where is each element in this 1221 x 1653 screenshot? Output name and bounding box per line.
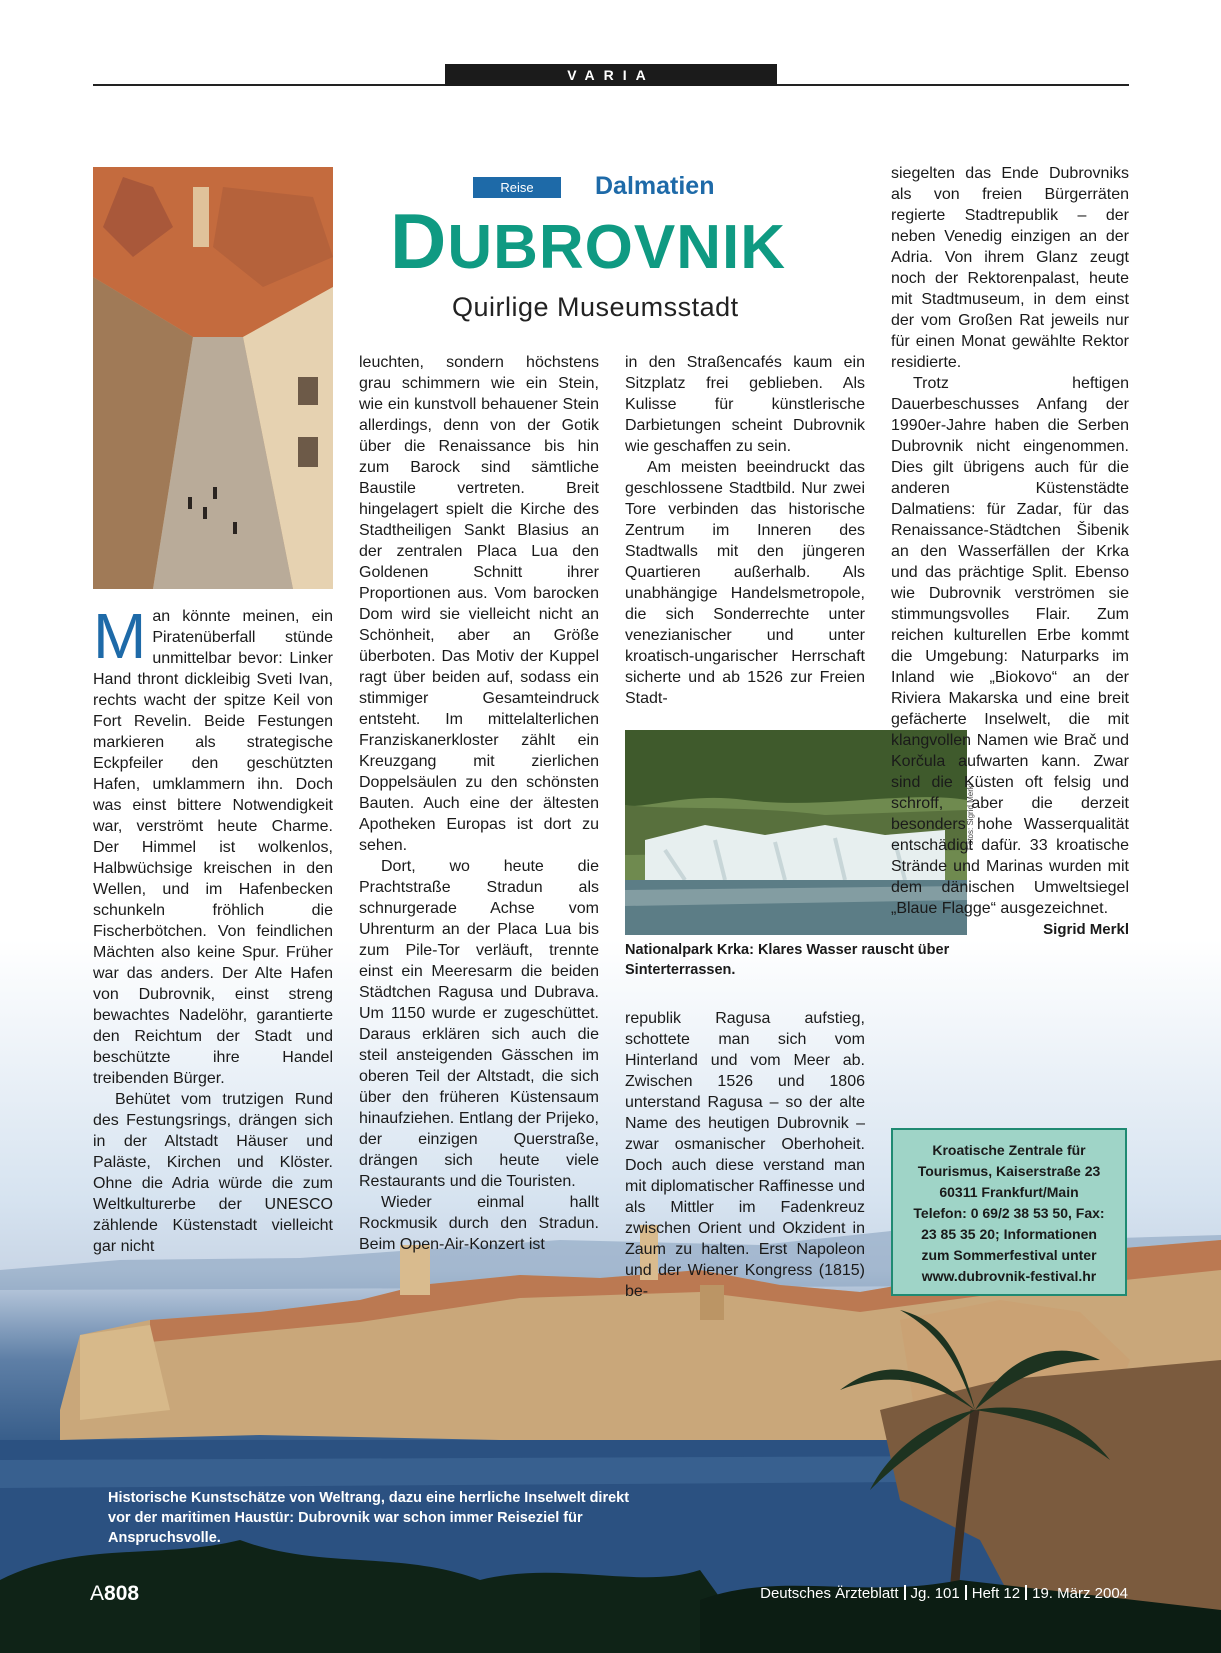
journal-name: Deutsches Ärzteblatt bbox=[760, 1585, 899, 1602]
journal-issue: Heft 12 bbox=[971, 1585, 1021, 1602]
journal-volume: Jg. 101 bbox=[910, 1585, 960, 1602]
journal-footer bbox=[760, 1585, 1128, 1602]
footer-divider bbox=[904, 1585, 906, 1600]
folio-number: 808 bbox=[104, 1582, 140, 1605]
paragraph: siegelten das Ende Dubrovniks als von freien Bürgerräten regierte Stadtrepublik – der neben Venedig einzigen an der Adria. Von ihrem Glanz zeugt noch der Rektorenpalast, heute mit Stadtmuseum, in dem einst der vom Großen Rat jeweils nur für einen Monat gewählte Rektor residierte. bbox=[891, 165, 1129, 371]
headline-initial: D bbox=[390, 197, 448, 285]
waterfall-caption: Nationalpark Krka: Klares Wasser rauscht über Sinterterrassen. bbox=[625, 942, 950, 978]
info-line: 23 85 35 20; Informationen bbox=[921, 1226, 1097, 1242]
stradun-street-photo bbox=[93, 167, 333, 589]
column-2 bbox=[359, 352, 599, 1255]
journal-date: 19. März 2004 bbox=[1032, 1585, 1128, 1602]
festival-website-link[interactable]: www.dubrovnik-festival.hr bbox=[921, 1268, 1097, 1284]
tourism-info-box bbox=[891, 1128, 1127, 1296]
category-tag: Reise bbox=[473, 177, 561, 198]
footer-divider bbox=[1025, 1585, 1027, 1600]
article-headline bbox=[390, 196, 850, 287]
paragraph: republik Ragusa aufstieg, schottete man sich vom Hinterland und vom Meer ab. Zwischen 1526 und 1806 unterstand Ragusa – so der alte Name des heutigen Dubrovnik – zwar osmanischer Oberhoheit. Doch auch diese verstand man mit diplomatischer Raffinesse und als Mittler im Fadenkreuz zwischen Orient und Okzident in Zaum zu halten. Erst Napoleon und der Wiener Kongress (1815) be- bbox=[625, 1010, 865, 1300]
info-line: Tourismus, Kaiserstraße 23 bbox=[917, 1163, 1101, 1179]
paragraph: Am meisten beeindruckt das geschlossene Stadtbild. Nur zwei Tore verbinden das historische Zentrum im Inneren des Stadtwalls mit den jüngeren Quartieren außerhalb. Als unabhängige Handelsmetropole, die sich Sonderrechte unter venezianischer und unter kroatisch-ungarischer Herrschaft sicherte und ab 1526 zur Freien Stadt- bbox=[625, 459, 865, 707]
paragraph: in den Straßencafés kaum ein Sitzplatz frei geblieben. Als Kulisse für künstlerische Darbietungen scheint Dubrovnik wie geschaffen zu sein. bbox=[625, 354, 865, 455]
headline-rest: UBROVNIK bbox=[447, 213, 787, 282]
harbour-caption: Historische Kunstschätze von Weltrang, dazu eine herrliche Inselwelt direkt vor der maritimen Haustür: Dubrovnik war schon immer Reiseziel für Anspruchsvolle. bbox=[108, 1490, 630, 1546]
page-number bbox=[90, 1582, 139, 1606]
column-4 bbox=[891, 163, 1129, 940]
paragraph bbox=[93, 600, 333, 1089]
info-line: 60311 Frankfurt/Main bbox=[939, 1184, 1079, 1200]
footer-divider bbox=[965, 1585, 967, 1600]
column-3-top bbox=[625, 352, 865, 709]
author-signature: Sigrid Merkl bbox=[1043, 921, 1129, 938]
info-line: zum Sommerfestival unter bbox=[921, 1247, 1097, 1263]
section-label: VARIA bbox=[445, 64, 777, 86]
paragraph: Wieder einmal hallt Rockmusik durch den Stradun. Beim Open-Air-Konzert ist bbox=[359, 1194, 599, 1253]
paragraph: Behütet vom trutzigen Rund des Festungsrings, drängen sich in der Altstadt Häuser und Paläste, Kirchen und Klöster. Ohne die Adria würde die zum Weltkulturerbe der UNESCO zählende Küstenstadt vielleicht gar nicht bbox=[93, 1091, 333, 1255]
article-kicker: Dalmatien bbox=[595, 172, 715, 200]
paragraph: Dort, wo heute die Prachtstraße Stradun als schnurgerade Achse vom Uhrenturm an der Placa Lua bis zum Pile-Tor verläuft, trennte einst ein Meeresarm die beiden Städtchen Ragusa und Dubrava. Um 1150 wurde er zugeschüttet. Daraus erklären sich auch die steil ansteigenden Gässchen im oberen Teil der Altstadt, die sich über den früheren Küstensaum hinaufziehen. Entlang der Prijeko, der einzigen Querstraße, drängen sich heute viele Restaurants und die Touristen. bbox=[359, 858, 599, 1190]
paragraph: leuchten, sondern höchstens grau schimmern wie ein Stein, wie ein kunstvoll behauener Stein allerdings, denn von der Gotik über die Renaissance bis hin zum Barock sind sämtliche Baustile vertreten. Breit hingelagert spielt die Kirche des Stadtheiligen Sankt Blasius an der zentralen Placa Lua den Goldenen Schnitt ihrer Proportionen aus. Vom barocken Dom wird sie vielleicht nicht an Schönheit, aber an Größe überboten. Das Motiv der Kuppel ragt über beiden auf, sodass ein stimmiger Gesamteindruck entsteht. Im mittelalterlichen Franziskanerkloster zählt ein Kreuzgang mit zierlichen Doppelsäulen zu den schönsten Bauten. Auch eine der ältesten Apotheken Europas ist dort zu sehen. bbox=[359, 354, 599, 854]
folio-prefix: A bbox=[90, 1582, 105, 1605]
drop-cap: M bbox=[93, 600, 147, 672]
column-1 bbox=[93, 600, 333, 1257]
info-line: Kroatische Zentrale für bbox=[932, 1142, 1086, 1158]
paragraph-text: an könnte meinen, ein Piratenüberfall stünde unmittelbar bevor: Linker Hand thront dickleibig Sveti Ivan, rechts wacht der spitze Keil von Fort Revelin. Beide Festungen markieren als strategische Eckpfeiler den geschützten Hafen, umklammern ihn. Doch was einst bittere Notwendigkeit war, verströmt heute Charme. Der Himmel ist wolkenlos, Halbwüchsige kreischen in den Wellen, und im Hafenbecken schunkeln fröhlich die Fischerbötchen. Von feindlichen Mächten also keine Spur. Früher war das anders. Der Alte Hafen von Dubrovnik, einst streng bewachtes Nadelöhr, garantierte den Reichtum der Stadt und beschützte ihre Handel treibenden Bürger. bbox=[93, 608, 333, 1087]
info-line: Telefon: 0 69/2 38 53 50, Fax: bbox=[913, 1205, 1105, 1221]
column-3-bottom bbox=[625, 1008, 865, 1302]
paragraph: Trotz heftigen Dauerbeschusses Anfang der 1990er-Jahre haben die Serben Dubrovnik nicht eingenommen. Dies gilt übrigens auch für die anderen Küstenstädte Dalmatiens: für Zadar, für das Renaissance-Städtchen Šibenik an den Wasserfällen der Krka und das prächtige Split. Ebenso wie Dubrovnik verströmen sie stimmungsvolles Flair. Zum reichen kulturellen Erbe kommt die Umgebung: Naturparks im Inland wie „Biokovo“ an der Riviera Makarska und eine breit gefächerte Inselwelt, die mit klangvollen Namen wie Brač und Korčula aufwarten kann. Zwar sind die Küsten oft felsig und schroff, aber die derzeit besonders hohe Wasserqualität entschädigt dafür. 33 kroatische Strände und Marinas wurden mit dem dänischen Umweltsiegel „Blaue Flagge“ ausgezeichnet. bbox=[891, 375, 1129, 917]
photo-credit: Fotos: Sigrid Merkl bbox=[966, 783, 975, 850]
article-subtitle: Quirlige Museumsstadt bbox=[452, 292, 739, 322]
